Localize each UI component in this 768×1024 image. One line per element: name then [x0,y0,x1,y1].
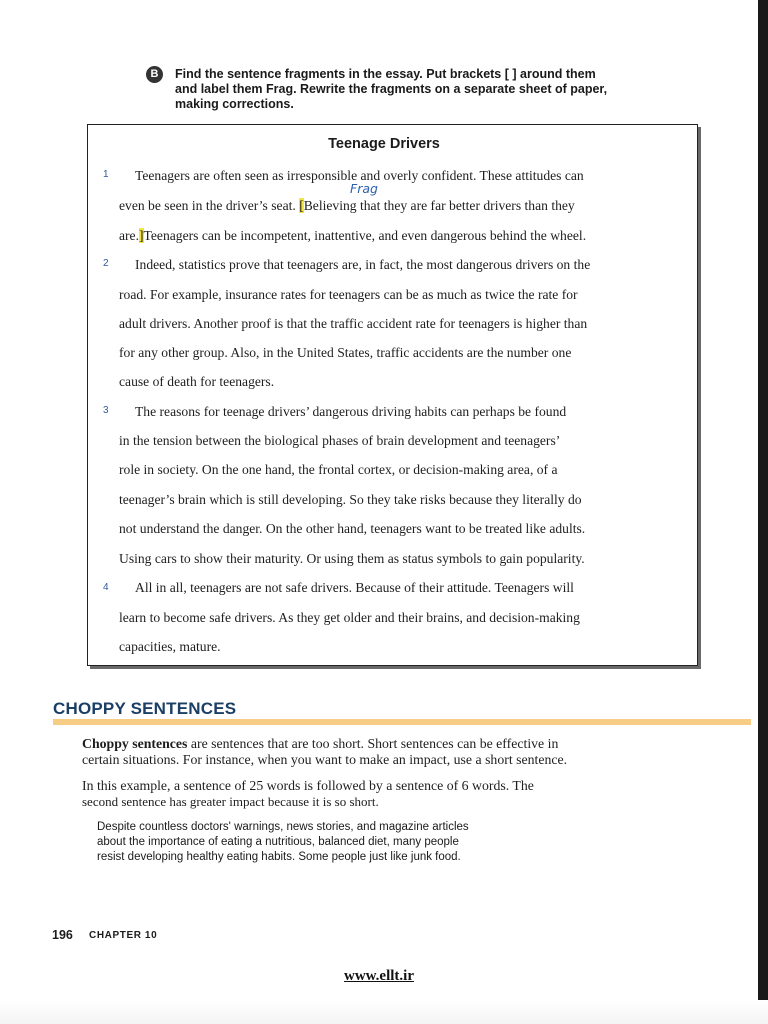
instruction-line: and label them Frag. Rewrite the fragments on a separate sheet of paper, [175,82,608,96]
essay-line: The reasons for teenage drivers’ dangerous driving habits can perhaps be found [135,404,567,419]
paragraph-number: 4 [103,582,109,593]
watermark: www.ellt.ir [344,968,414,984]
instruction-line: Find the sentence fragments in the essay. Put brackets [ ] around them [175,67,596,81]
essay-line [119,198,575,214]
essay-line: not understand the danger. On the other hand, teenagers want to be treated like adults. [119,521,586,536]
section-rule [53,719,751,725]
essay-line [119,228,586,244]
section-heading: CHOPPY SENTENCES [53,699,237,718]
page-bottom-shade [0,1000,768,1024]
fragment-text: are. [119,228,139,243]
essay-line: Indeed, statistics prove that teenagers are, in fact, the most dangerous drivers on the [135,257,591,272]
essay-line: road. For example, insurance rates for teenagers can be as much as twice the rate for [119,287,578,302]
paragraph-number: 3 [103,405,109,416]
fragment-open-bracket: [ [299,198,304,213]
fragment-text: Believing that they are far better drivers than they [303,198,575,213]
definition-text: are sentences that are too short. Short sentences can be effective in [187,736,559,751]
essay-line: role in society. On the one hand, the frontal cortex, or decision-making area, of a [119,462,558,477]
essay-line: learn to become safe drivers. As they get older and their brains, and decision-making [119,610,580,625]
essay-line: adult drivers. Another proof is that the traffic accident rate for teenagers is higher than [119,316,588,331]
example-intro-line: second sentence has greater impact because it is so short. [82,794,379,809]
example-line: resist developing healthy eating habits. Some people just like junk food. [97,851,461,863]
instruction-line: making corrections. [175,97,294,111]
definition-line [82,736,558,752]
definition-line: certain situations. For instance, when you want to make an impact, use a short sentence. [82,752,568,767]
example-intro-line: In this example, a sentence of 25 words is followed by a sentence of 6 words. The [82,778,534,793]
defined-term: Choppy sentences [82,736,188,751]
essay-line: capacities, mature. [119,639,221,654]
example-line: Despite countless doctors' warnings, news stories, and magazine articles [97,821,469,833]
essay-text: even be seen in the driver’s seat. [119,198,296,213]
essay-line: for any other group. Also, in the United States, traffic accidents are the number one [119,345,572,360]
exercise-badge: B [146,66,163,83]
chapter-label: CHAPTER 10 [89,930,158,941]
fragment-close-bracket: ] [139,228,144,243]
exercise-instruction [175,67,655,112]
essay-line: Using cars to show their maturity. Or using them as status symbols to gain popularity. [119,551,585,566]
essay-title: Teenage Drivers [328,136,440,152]
essay-line: Teenagers are often seen as irresponsible and overly confident. These attitudes can [135,168,584,183]
page-edge [758,0,768,1024]
essay-text: Teenagers can be incompetent, inattentive, and even dangerous behind the wheel. [143,228,587,243]
paragraph-number: 1 [103,169,109,180]
essay-line: All in all, teenagers are not safe drivers. Because of their attitude. Teenagers will [135,580,574,595]
frag-annotation: Frag [350,181,378,196]
page-number: 196 [52,928,73,942]
example-line: about the importance of eating a nutritious, balanced diet, many people [97,836,459,848]
essay-line: in the tension between the biological phases of brain development and teenagers’ [119,433,561,448]
essay-line: cause of death for teenagers. [119,374,275,389]
paragraph-number: 2 [103,258,109,269]
essay-line: teenager’s brain which is still developing. So they take risks because they literally do [119,492,582,507]
